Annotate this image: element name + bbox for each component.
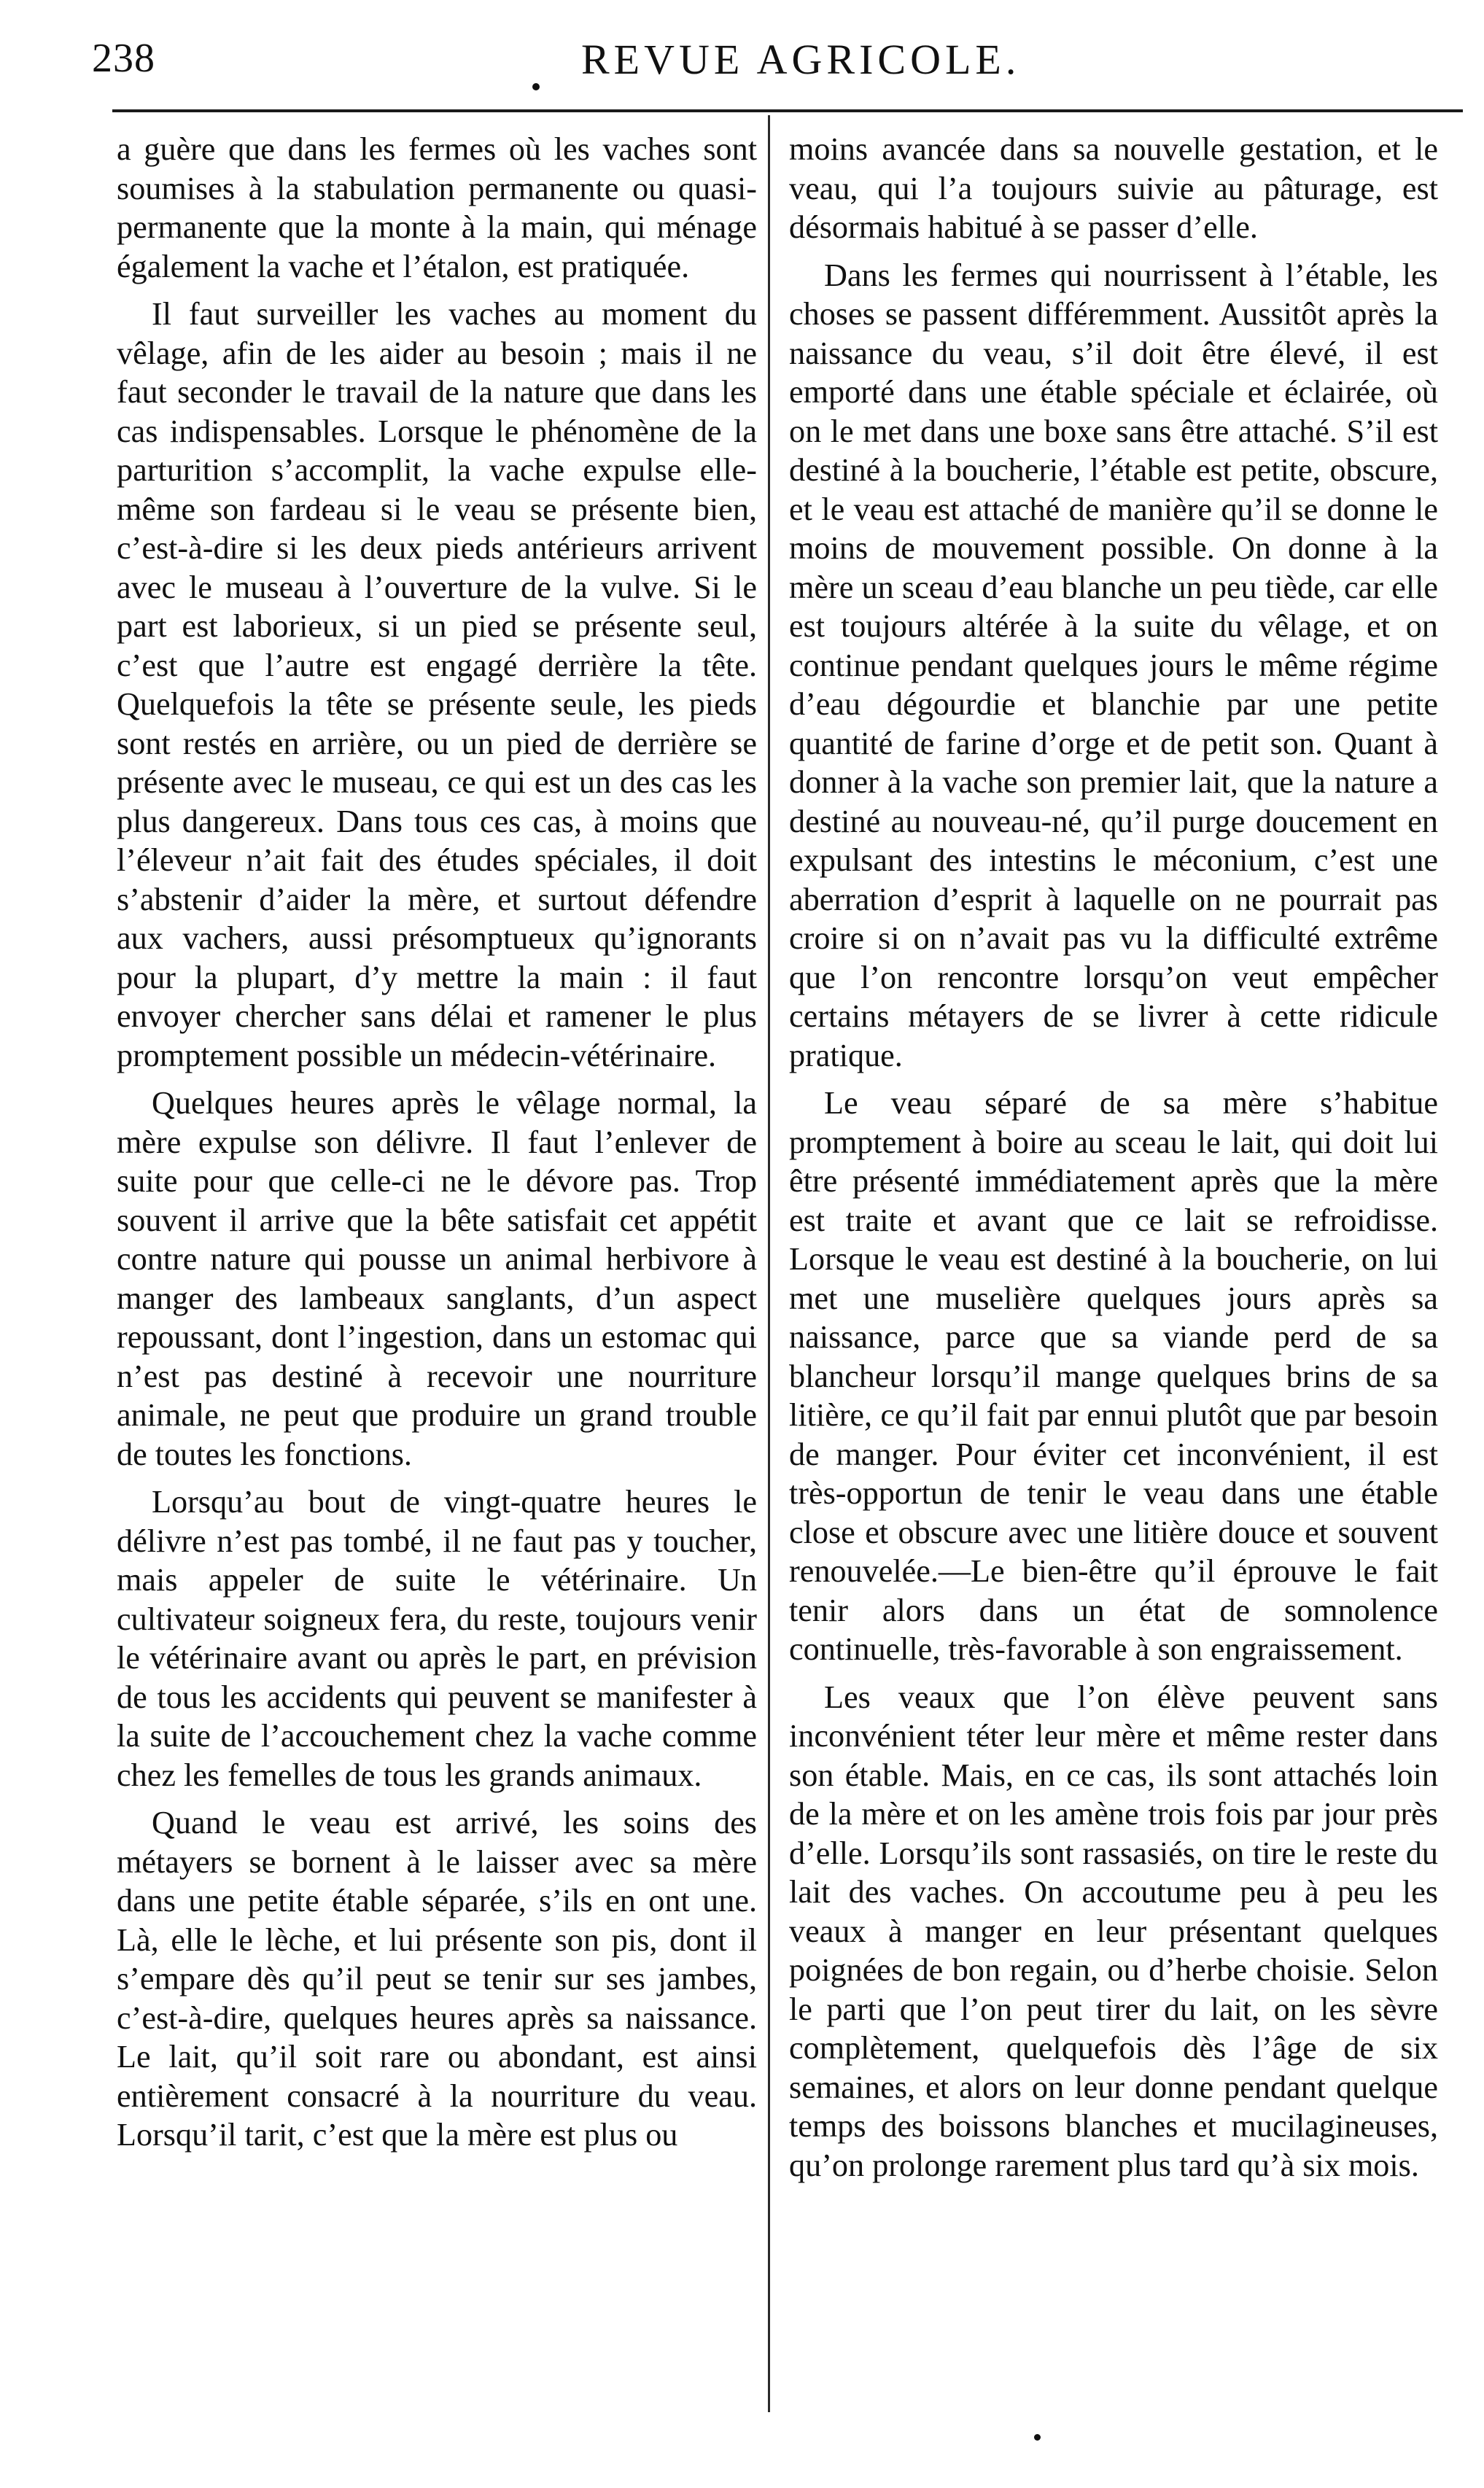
paragraph: Dans les fermes qui nourrissent à l’étable, les choses se passent différemment. Aussitôt après la naissance du veau, s’il doit être élevé, il est emporté dans une étable spéciale et éclairée, où on le met dans une boxe sans être attaché. S’il est destiné à la boucherie, l’étable est petite, obscure, et le veau est attaché de manière qu’il se donne le moins de mouvement possible. On donne à la mère un sceau d’eau blanche un peu tiède, car elle est toujours altérée à la suite du vêlage, et on continue pendant quelques jours le même régime d’eau dégourdie et blanchie par une petite quantité de farine d’orge et de petit son. Quant à donner à la vache son premier lait, que la nature a destiné au nouveau-né, qu’il purge doucement en expulsant des intestins le méconium, c’est une aberration d’esprit à laquelle on ne pourrait pas croire si on n’avait pas vu la difficulté extrême que l’on rencontre lorsqu’on veut empêcher certains métayers de se livrer à cette ridicule pratique.: [789, 257, 1438, 1073]
page-number: 238: [92, 36, 155, 81]
paragraph: Quelques heures après le vêlage normal, la mère expulse son délivre. Il faut l’enlever de suite pour que celle-ci ne le dévore pas. Trop souvent il arrive que la bête satisfait cet appétit contre nature qui pousse un animal herbivore à manger des lambeaux sanglants, d’un aspect repoussant, dont l’ingestion, dans un estomac qui n’est pas destiné à recevoir une nourriture animale, ne peut que produire un grand trouble de toutes les fonctions.: [117, 1085, 757, 1472]
paragraph: Le veau séparé de sa mère s’habitue promptement à boire au sceau le lait, qui doit lui être présenté immédiatement après que la mère est traite et avant que ce lait se refroidisse. Lorsque le veau est destiné à la boucherie, on lui met une muselière quelques jours après sa naissance, parce que sa viande perd de sa blancheur lorsqu’il mange quelques brins de sa litière, ce qu’il fait par ennui plutôt que par besoin de manger. Pour éviter cet inconvénient, il est très-opportun de tenir le veau dans une étable close et obscure avec une litière douce et souvent renouvelée.—Le bien-être qu’il éprouve le fait tenir alors dans un état de somnolence continuelle, très-favorable à son engraissement.: [789, 1085, 1438, 1667]
paragraph: moins avancée dans sa nouvelle gestation, et le veau, qui l’a toujours suivie au pâturage, est désormais habitué à se passer d’elle.: [789, 131, 1438, 245]
paragraph: Quand le veau est arrivé, les soins des métayers se bornent à le laisser avec sa mère dans une petite étable séparée, s’ils en ont une. Là, elle le lèche, et lui présente son pis, dont il s’empare dès qu’il peut se tenir sur ses jambes, c’est-à-dire, quelques heures après sa naissance. Le lait, qu’il soit rare ou abondant, est ainsi entièrement consacré à la nourriture du veau. Lorsqu’il tarit, c’est que la mère est plus ou: [117, 1805, 757, 2153]
paragraph: Les veaux que l’on élève peuvent sans inconvénient téter leur mère et même rester dans son étable. Mais, en ce cas, ils sont attachés loin de la mère et on les amène trois fois par jour près d’elle. Lorsqu’ils sont rassasiés, on tire le reste du lait des vaches. On accoutume peu à peu les veaux à manger en leur présentant quelques poignées de bon regain, ou d’herbe choisie. Selon le parti que l’on peut tirer du lait, on les sèvre complètement, quelquefois dès l’âge de six semaines, et alors on leur donne pendant quelque temps des boissons blanches et mucilagineuses, qu’on prolonge rarement plus tard qu’à six mois.: [789, 1679, 1438, 2183]
paragraph: Lorsqu’au bout de vingt-quatre heures le délivre n’est pas tombé, il ne faut pas y toucher, mais appeler de suite le vétérinaire. Un cultivateur soigneux fera, du reste, toujours venir le vétérinaire avant ou après le part, en prévision de tous les accidents qui peuvent se manifester à la suite de l’accouchement chez la vache comme chez les femelles de tous les grands animaux.: [117, 1484, 757, 1793]
print-mark: [1034, 2434, 1041, 2441]
right-column: [789, 130, 1438, 2193]
header-dot: [532, 83, 540, 90]
paragraph: Il faut surveiller les vaches au moment du vêlage, afin de les aider au besoin ; mais il ne faut seconder le travail de la nature que dans les cas indispensables. Lorsque le phénomène de la parturition s’accomplit, la vache expulse elle-même son fardeau si le veau se présente bien, c’est-à-dire si les deux pieds antérieurs arrivent avec le museau à l’ouverture de la vulve. Si le part est laborieux, si un pied se présente seul, c’est que l’autre est engagé derrière la tête. Quelquefois la tête se présente seule, les pieds sont restés en arrière, ou un pied de derrière se présente avec le museau, ce qui est un des cas les plus dangereux. Dans tous ces cas, à moins que l’éleveur n’ait fait des études spéciales, il doit s’abstenir d’aider la mère, et surtout défendre aux vachers, aussi présomptueux qu’ignorants pour la plupart, d’y mettre la main : il faut envoyer chercher sans délai et ramener le plus promptement possible un médecin-vétérinaire.: [117, 296, 757, 1073]
left-column: [117, 130, 757, 2164]
journal-title: REVUE AGRICOLE.: [581, 36, 1021, 83]
paragraph: a guère que dans les fermes où les vaches sont soumises à la stabulation permanente ou quasi-permanente que la monte à la main, qui ménage également la vache et l’étalon, est pratiquée.: [117, 131, 757, 284]
page-header: [82, 29, 1482, 88]
column-divider: [768, 115, 770, 2412]
header-rule: [112, 109, 1463, 112]
